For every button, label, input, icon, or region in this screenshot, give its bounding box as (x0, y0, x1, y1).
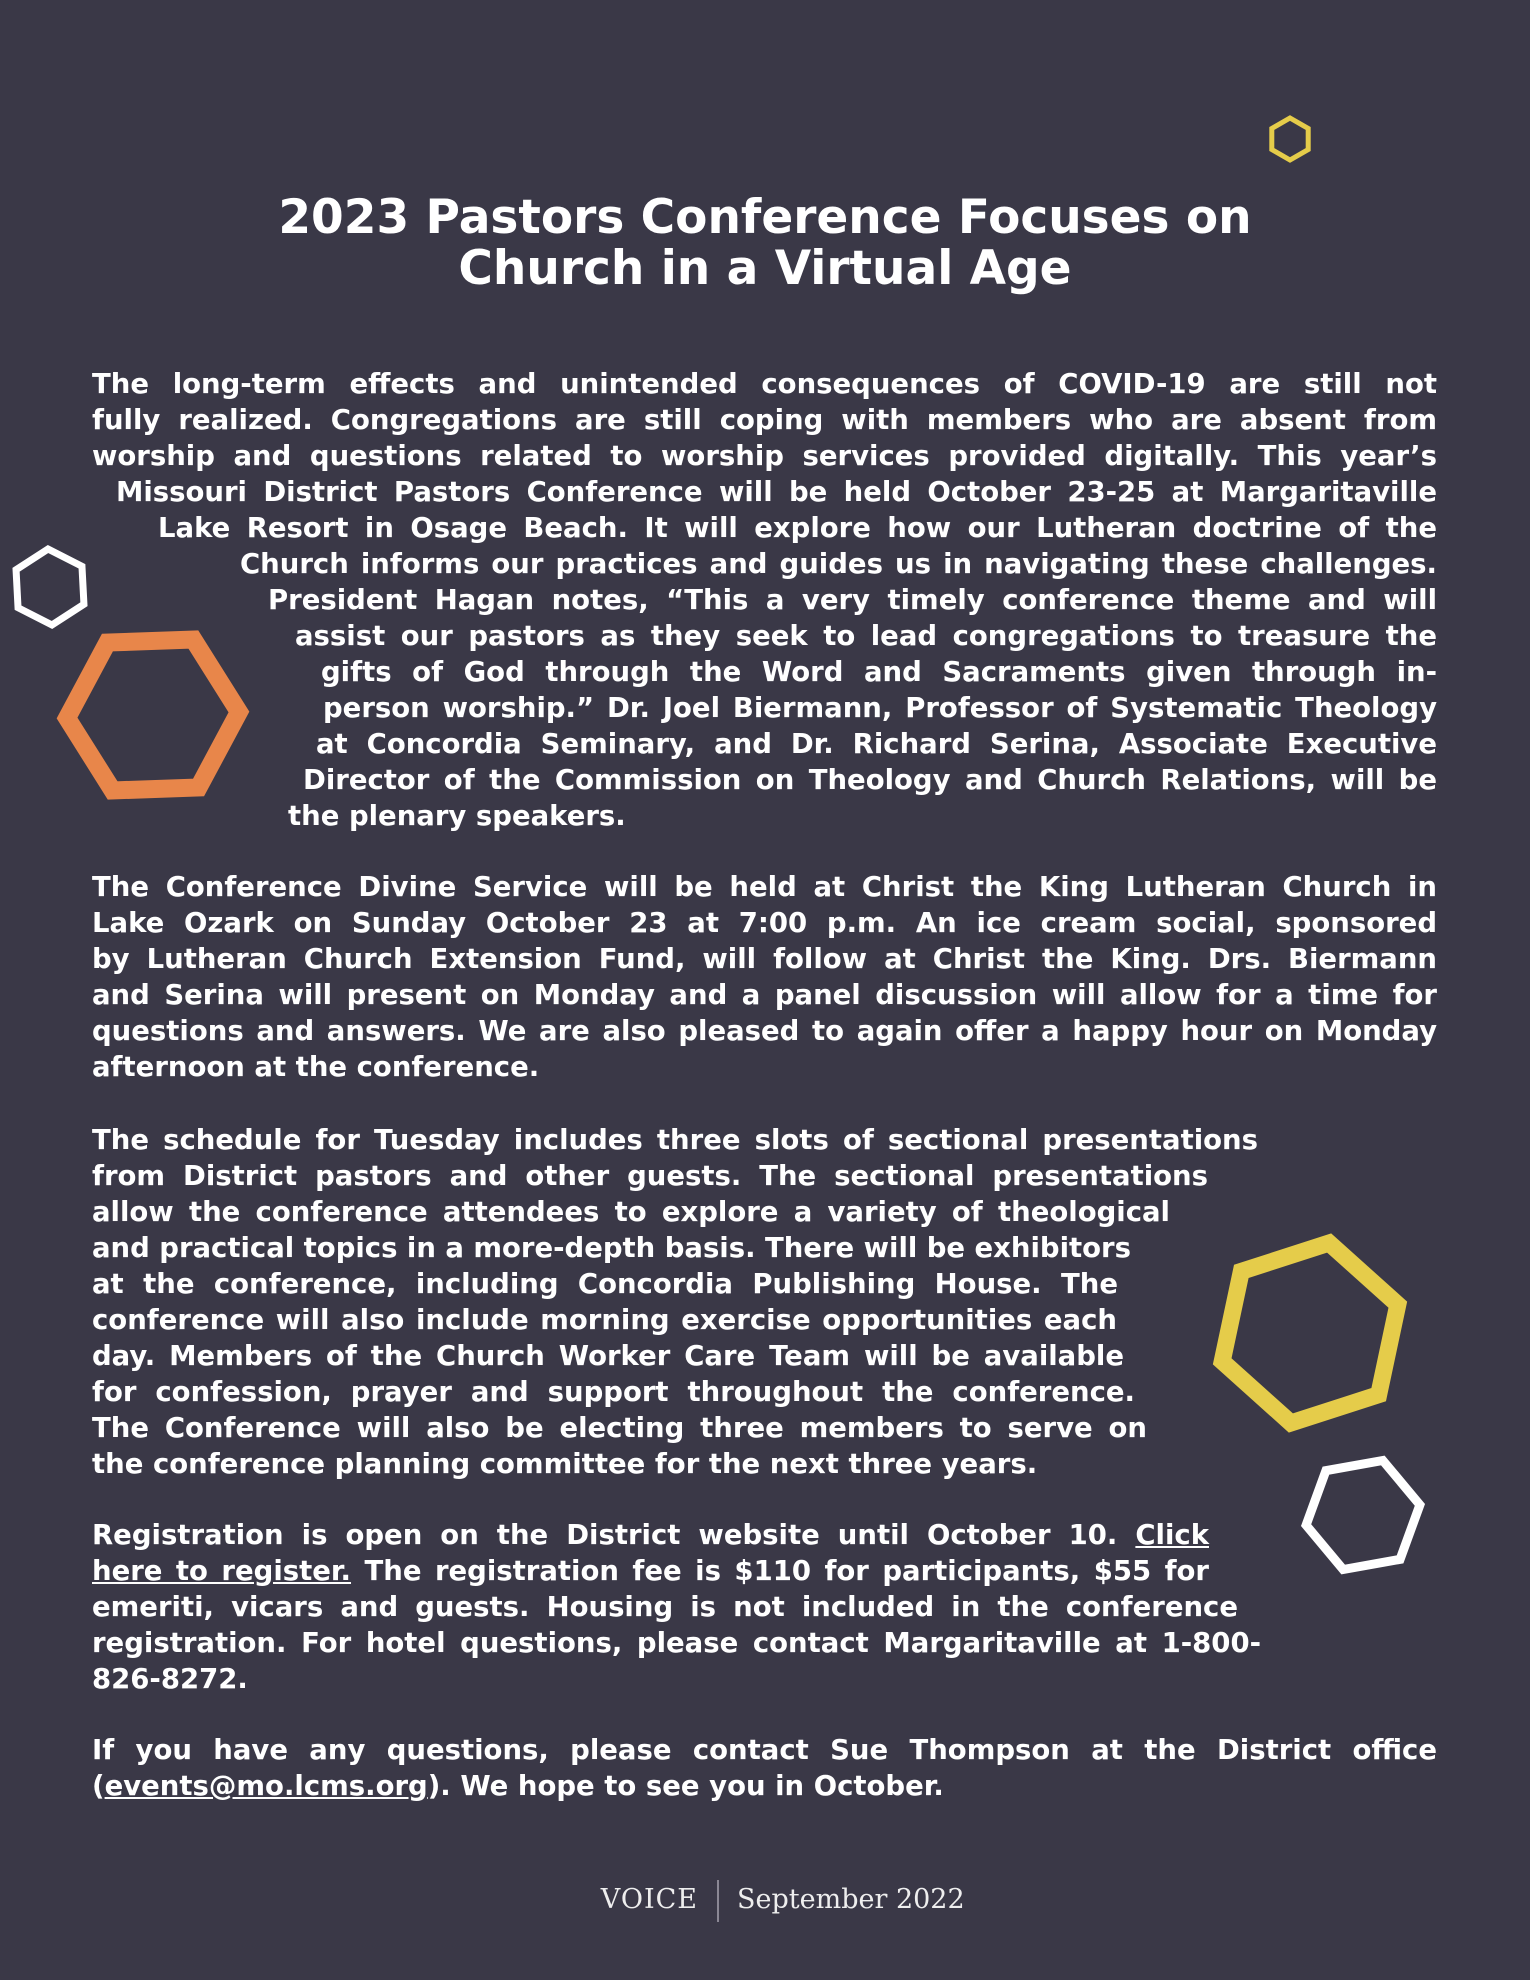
text-line: and Serina will present on Monday and a panel discussion will allow for a time for (92, 979, 1437, 1011)
hexagon-white-right-icon (1298, 1450, 1428, 1580)
text-line: the plenary speakers. (288, 800, 626, 832)
text-line (92, 1553, 1209, 1589)
text-line: and practical topics in a more-depth basis. There will be exhibitors (92, 1232, 1131, 1264)
text-line: registration. For hotel questions, please contact Margaritaville at 1-800- (92, 1627, 1261, 1659)
text-line: The long-term effects and unintended consequences of COVID-19 are still not (92, 368, 1437, 400)
text-line: at Concordia Seminary, and Dr. Richard Serina, Associate Executive (316, 728, 1437, 760)
text-line: Director of the Commission on Theology and Church Relations, will be (303, 764, 1437, 796)
text-line (92, 1517, 1209, 1553)
hexagon-yellow-large-icon (1205, 1228, 1415, 1438)
text-line: conference will also include morning exercise opportunities each (92, 1304, 1117, 1336)
text-line: for confession, prayer and support throughout the conference. (92, 1376, 1135, 1408)
text-segment: Registration is open on the District website until October 10. (92, 1519, 1136, 1551)
hexagon-orange-icon (55, 617, 251, 813)
text-line: Lake Ozark on Sunday October 23 at 7:00 p.m. An ice cream social, sponsored (92, 907, 1437, 939)
text-line: from District pastors and other guests. The sectional presentations (92, 1160, 1208, 1192)
text-line: allow the conference attendees to explore a variety of theological (92, 1196, 1170, 1228)
text-line: person worship.” Dr. Joel Biermann, Professor of Systematic Theology (323, 692, 1437, 724)
register-link[interactable]: here to register. (92, 1555, 352, 1587)
text-segment: ). We hope to see you in October. (427, 1770, 944, 1802)
text-segment: The registration fee is $110 for participants, $55 for (351, 1555, 1209, 1587)
text-line: by Lutheran Church Extension Fund, will follow at Christ the King. Drs. Biermann (92, 943, 1437, 975)
text-line: worship and questions related to worship services provided digitally. This year’s (92, 440, 1437, 472)
text-line: President Hagan notes, “This a very timely conference theme and will (268, 584, 1437, 616)
text-line: 826-8272. (92, 1663, 248, 1695)
text-line: afternoon at the conference. (92, 1051, 540, 1083)
text-line (92, 1768, 944, 1804)
register-link[interactable]: Click (1135, 1519, 1209, 1551)
text-line: gifts of God through the Word and Sacraments given through in- (321, 656, 1437, 688)
issue-date: September 2022 (737, 1884, 965, 1915)
article-title (0, 192, 1530, 294)
text-line: Church informs our practices and guides us in navigating these challenges. (240, 548, 1437, 580)
title-line-2: Church in a Virtual Age (458, 241, 1072, 296)
email-link[interactable]: events@mo.lcms.org (104, 1770, 428, 1802)
text-line: If you have any questions, please contact Sue Thompson at the District office (92, 1734, 1437, 1766)
voice-logo: VOICE (600, 1884, 698, 1915)
text-line: assist our pastors as they seek to lead congregations to treasure the (295, 620, 1437, 652)
text-line: The Conference will also be electing three members to serve on (92, 1412, 1147, 1444)
hexagon-yellow-small-icon (1265, 114, 1315, 164)
text-line: at the conference, including Concordia Publishing House. The (92, 1268, 1118, 1300)
text-line: day. Members of the Church Worker Care Team will be available (92, 1340, 1124, 1372)
text-line: Lake Resort in Osage Beach. It will explore how our Lutheran doctrine of the (158, 512, 1437, 544)
footer-divider (717, 1880, 719, 1922)
text-line: the conference planning committee for the next three years. (92, 1448, 1038, 1480)
text-line: emeriti, vicars and guests. Housing is not included in the conference (92, 1591, 1238, 1623)
title-line-1: 2023 Pastors Conference Focuses on (278, 190, 1252, 245)
text-line: The schedule for Tuesday includes three slots of sectional presentations (92, 1124, 1258, 1156)
text-line: Missouri District Pastors Conference will be held October 23-25 at Margaritaville (116, 476, 1437, 508)
footer (0, 1878, 1530, 1928)
text-line: The Conference Divine Service will be held at Christ the King Lutheran Church in (92, 871, 1437, 903)
text-line: questions and answers. We are also pleased to again offer a happy hour on Monday (92, 1015, 1437, 1047)
text-segment: ( (92, 1770, 105, 1802)
text-line: fully realized. Congregations are still coping with members who are absent from (92, 404, 1437, 436)
